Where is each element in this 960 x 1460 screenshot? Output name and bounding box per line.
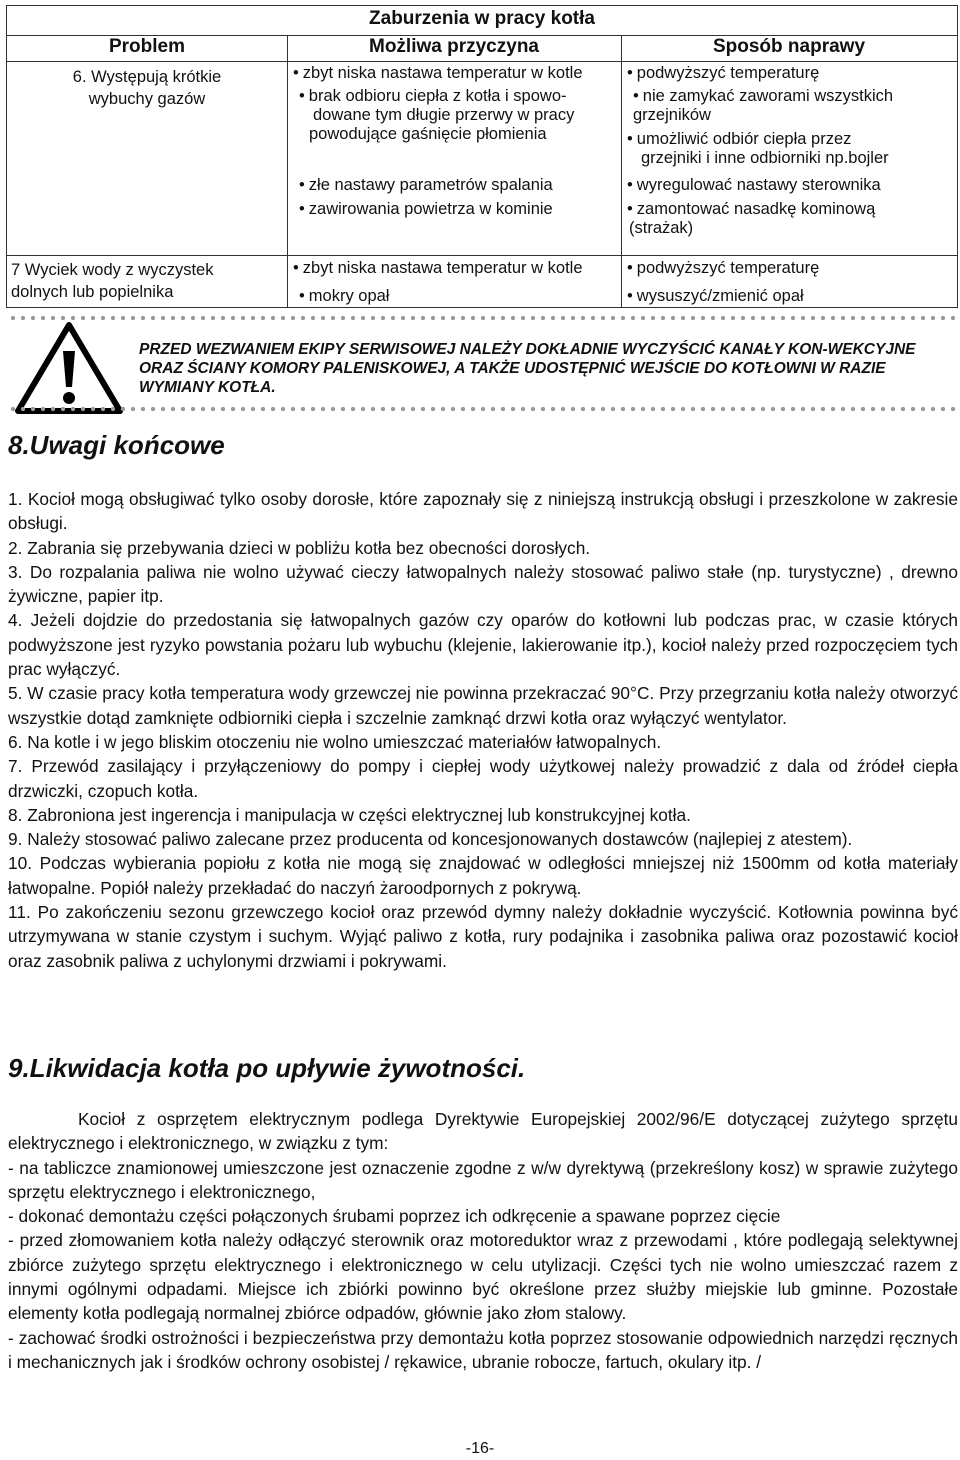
remedy-6: • podwyższyć temperaturę bbox=[627, 259, 819, 278]
list-item: 3. Do rozpalania paliwa nie wolno używać cieczy łatwopalnych należy stosować paliwo stałe (np. turystyczne) , drewno żywiczne, papier itp. bbox=[8, 561, 958, 607]
list-item: 2. Zabrania się przebywania dzieci w pobliżu kotła bez obecności dorosłych. bbox=[8, 537, 591, 558]
remedy-2: • nie zamykać zaworami wszystkich grzejników bbox=[627, 87, 893, 125]
list-item: 11. Po zakończeniu sezonu grzewczego kocioł oraz przewód dymny należy dokładnie wyczyścić. Kotłownia powinna być utrzymywana w stanie czystym i suchym. Wyjąć paliwo z kotła, rury podajnika i zasobnika paliwa oraz pozostawić kocioł oraz zasobnik paliwa z uchylonymi drzwiami i pokrywami. bbox=[8, 902, 958, 971]
cause-3: • złe nastawy parametrów spalania bbox=[299, 176, 553, 195]
paragraph: Kocioł z osprzętem elektrycznym podlega Dyrektywie Europejskiej 2002/96/E dotyczącej zużytego sprzętu elektrycznego i elektronicznego, w związku z tym: bbox=[8, 1109, 958, 1154]
warning-triangle-icon bbox=[14, 321, 124, 415]
list-item: 4. Jeżeli dojdzie do przedostania się łatwopalnych gazów czy oparów do kotłowni lub podczas prac, w czasie których podwyższone jest ryzyko powstania pożaru lub wybuchu (klejenie, lakierowanie itp.), kocioł należy przed rozpoczęciem tych prac wyłączyć. bbox=[8, 610, 958, 680]
paragraph: - przed złomowaniem kotła należy odłączyć sterownik oraz motoreduktor wraz z przewodami , które podlegają selektywnej zbiórce zużytego sprzętu elektrycznego i elektronicznego w celu utylizacji. Części tych nie wolno umieszczać razem z innymi ogólnymi odpadami. Miejsce ich zbiórki powinno być określone przez służby miejskie lub gminne. Pozostałe elementy kotła podlegają normalnej zbiórce odpadów, głównie jako złom stalowy. bbox=[8, 1230, 958, 1324]
page-number: -16- bbox=[465, 1440, 495, 1457]
remedy-1: • podwyższyć temperaturę bbox=[627, 64, 819, 83]
section-9-body bbox=[8, 1107, 958, 1374]
header-cause: Możliwa przyczyna bbox=[369, 36, 539, 57]
cause-6: • mokry opał bbox=[299, 287, 389, 306]
problem-7: 7 Wyciek wody z wyczystek dolnych lub popielnika bbox=[11, 261, 214, 301]
cause-4: • zawirowania powietrza w kominie bbox=[299, 200, 553, 219]
cause-5: • zbyt niska nastawa temperatur w kotle bbox=[293, 259, 583, 278]
list-item: 6. Na kotle i w jego bliskim otoczeniu nie wolno umieszczać materiałów łatwopalnych. bbox=[8, 731, 662, 752]
paragraph: - na tabliczce znamionowej umieszczone jest oznaczenie zgodne z w/w dyrektywą (przekreślony kosz) w sprawie zużytego sprzętu elektrycznego i elektronicznego, bbox=[8, 1157, 958, 1202]
remedy-5: • zamontować nasadkę kominową (strażak) bbox=[627, 200, 875, 238]
list-item: 7. Przewód zasilający i przyłączeniowy do pompy i ciepłej wody użytkowej należy prowadzić z dala od źródeł ciepła drzwiczki, czopuch kotła. bbox=[8, 756, 958, 801]
paragraph: - zachować środki ostrożności i bezpieczeństwa przy demontażu kotła poprzez stosowanie odpowiednich narzędzi ręcznych i mechanicznych jak i środków ochrony osobistej / rękawice, ubranie robocze, fartuch, okulary itp. / bbox=[8, 1327, 958, 1372]
troubleshooting-table bbox=[6, 5, 958, 308]
warning-text: PRZED WEZWANIEM EKIPY SERWISOWEJ NALEŻY DOKŁADNIE WYCZYŚCIĆ KANAŁY KON-WEKCYJNE ORAZ ŚCIANY KOMORY PALENISKOWEJ, A TAKŻE UDOSTĘPNIĆ WEJŚCIE DO KOTŁOWNI W RAZIE WYMIANY KOTŁA. bbox=[139, 341, 916, 396]
section-8-title: 8.Uwagi końcowe bbox=[8, 430, 225, 460]
list-item: 5. W czasie pracy kotła temperatura wody grzewczej nie powinna przekraczać 90°C. Przy przegrzaniu kotła należy otworzyć wszystkie dotąd zamknięte odbiorniki ciepła i szczelnie zamknąć drzwi kotła oraz wyłączyć wentylator. bbox=[8, 683, 958, 728]
remedy-3: • umożliwić odbiór ciepła przez grzejniki i inne odbiorniki np.bojler bbox=[627, 130, 889, 168]
list-item: 9. Należy stosować paliwo zalecane przez producenta od koncesjonowanych dostawców (najlepiej z atestem). bbox=[8, 829, 853, 850]
header-problem: Problem bbox=[108, 36, 186, 57]
list-item: 1. Kocioł mogą obsługiwać tylko osoby dorosłe, które zapoznały się z niniejszą instrukcją obsługi i przeszkolone w zakresie obsługi. bbox=[8, 489, 958, 534]
section-9-title: 9.Likwidacja kotła po upływie żywotności. bbox=[8, 1053, 526, 1083]
remedy-4: • wyregulować nastawy sterownika bbox=[627, 176, 881, 195]
problem-6: 6. Występują krótkie wybuchy gazów bbox=[72, 68, 222, 108]
dotted-divider-top bbox=[8, 315, 956, 321]
cause-2: • brak odbioru ciepła z kotła i spowo- dowane tym długie przerwy w pracy powodujące gaśnięcie płomienia bbox=[293, 87, 574, 144]
dotted-divider-bottom bbox=[8, 406, 956, 412]
cause-1: • zbyt niska nastawa temperatur w kotle bbox=[293, 64, 583, 83]
table-title: Zaburzenia w pracy kotła bbox=[369, 8, 595, 29]
paragraph: - dokonać demontażu części połączonych śrubami poprzez ich odkręcenie a spawane poprzez cięcie bbox=[8, 1206, 781, 1227]
list-item: 8. Zabroniona jest ingerencja i manipulacja w części elektrycznej lub konstrukcyjnej kotła. bbox=[8, 804, 691, 825]
header-remedy: Sposób naprawy bbox=[712, 36, 866, 57]
section-8-list bbox=[8, 487, 958, 973]
remedy-7: • wysuszyć/zmienić opał bbox=[627, 287, 804, 306]
list-item: 10. Podczas wybierania popiołu z kotła nie mogą się znajdować w odległości mniejszej niż 1500mm od kotła materiały łatwopalne. Popiół należy przekładać do naczyń żaroodpornych z pokrywą. bbox=[8, 853, 958, 898]
